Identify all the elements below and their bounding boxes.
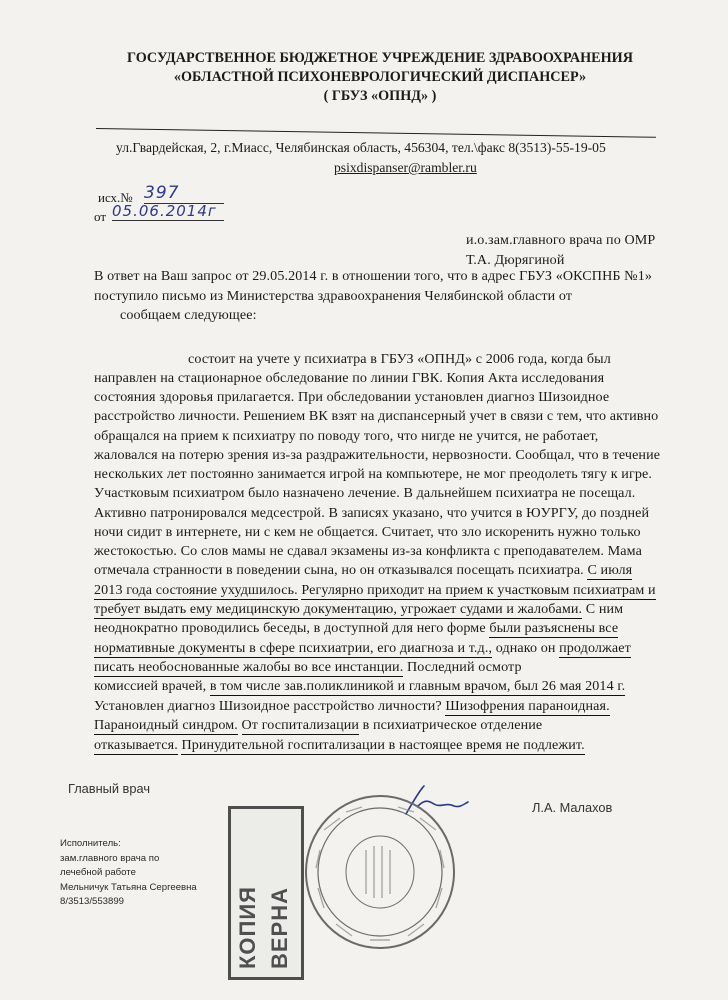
body-line <box>94 582 656 599</box>
underlined-text: продолжает <box>559 640 631 656</box>
header-divider <box>96 128 656 138</box>
intro-line-2: поступило письмо из Министерства здравоохранения Челябинской области от <box>94 288 573 304</box>
body-line: ночи сидит в интернете, ни с кем не общается. Считает, что зло искоренить нужно только <box>94 524 641 540</box>
org-name-line1: ГОСУДАРСТВЕННОЕ БЮДЖЕТНОЕ УЧРЕЖДЕНИЕ ЗДРАВООХРАНЕНИЯ <box>127 50 633 66</box>
underlined-text: отказывается. <box>94 737 178 753</box>
underlined-text: Регулярно приходит на прием к участковым психиатрам и <box>301 582 656 598</box>
stamp-word-1: КОПИЯ <box>235 886 260 969</box>
body-line: Участковым психиатром было назначено лечение. В дальнейшем психиатра не посещал. <box>94 485 636 501</box>
executor-phone: 8/3513/553899 <box>60 896 125 907</box>
body-line: нескольких лет постоянно занимается игрой на компьютере, не мог преодолеть тягу к игре. <box>94 466 652 482</box>
outgoing-date-value: 05.06.2014г <box>112 202 224 221</box>
body-line <box>94 717 542 734</box>
body-text: С ним <box>585 601 624 617</box>
body-line <box>94 737 585 754</box>
signature-position: Главный врач <box>68 781 150 796</box>
body-text: неоднократно проводились беседы, в доступной для него форме <box>94 620 486 636</box>
body-line: направлен на стационарное обследование по линии ГВК. Копия Акта исследования <box>94 370 605 386</box>
underlined-text: нормативные документы в сфере психиатрии, его диагноза и т.д., <box>94 640 493 656</box>
org-name-line3: ( ГБУЗ «ОПНД» ) <box>323 88 437 104</box>
body-line <box>94 640 631 657</box>
addressee-position: и.о.зам.главного врача по ОМР <box>466 232 656 248</box>
org-email: psixdispanser@rambler.ru <box>334 160 477 175</box>
body-line: жаловался на потерю зрения из-за раздражительности, нервозности. Сообщал, что в течение <box>94 447 661 463</box>
underlined-text: От госпитализации <box>241 717 359 733</box>
org-address: ул.Гвардейская, 2, г.Миасс, Челябинская область, 456304, тел.\факс 8(3513)-55-19-05 <box>116 140 606 155</box>
intro-line-1: В ответ на Ваш запрос от 29.05.2014 г. в отношении того, что в адрес ГБУЗ «ОКСПНБ №1» <box>94 268 653 284</box>
underlined-text: 2013 года состояние ухудшилось. <box>94 582 298 598</box>
body-line <box>94 698 610 715</box>
body-line: состояния здоровья прилагается. При обследовании установлен диагноз Шизоидное <box>94 389 610 405</box>
body-line <box>94 659 522 676</box>
underlined-text: Параноидный синдром. <box>94 717 238 733</box>
body-text: в психиатрическое отделение <box>362 717 543 733</box>
body-text: отмечала странности в поведении сына, но он отказывался посещать психиатра. <box>94 562 584 578</box>
underlined-text: Шизофрения параноидная. <box>445 698 610 714</box>
copy-certified-stamp <box>228 806 304 980</box>
body-line: обращался на прием к психиатру по поводу того, что нигде не учится, не работает, <box>94 428 599 444</box>
executor-label: Исполнитель: <box>60 838 121 849</box>
addressee-name: Т.А. Дюрягиной <box>466 252 565 268</box>
body-line: состоит на учете у психиатра в ГБУЗ «ОПНД» с 2006 года, когда был <box>188 351 611 367</box>
body-line <box>94 678 625 695</box>
round-seal-stamp <box>300 790 460 955</box>
intro-line-3: сообщаем следующее: <box>120 307 257 323</box>
body-line: жестокостью. Со слов мамы не сдавал экзамены из-за конфликта с преподавателем. Мама <box>94 543 642 559</box>
outgoing-date-label: от <box>94 209 107 224</box>
outgoing-number-value: 397 <box>144 183 224 204</box>
executor-position: зам.главного врача по <box>60 853 160 864</box>
body-line <box>94 620 618 637</box>
executor-name: Мельничук Татьяна Сергеевна <box>60 882 197 893</box>
stamp-word-2: ВЕРНА <box>267 886 292 969</box>
underlined-text: были разъяснены все <box>489 620 619 636</box>
underlined-text: Принудительной госпитализации в настоящее время не подлежит. <box>181 737 585 753</box>
underlined-text: писать необоснованные жалобы во все инстанции. <box>94 659 404 675</box>
body-line <box>94 562 632 579</box>
body-text: Последний осмотр <box>406 659 522 675</box>
org-name-line2: «ОБЛАСТНОЙ ПСИХОНЕВРОЛОГИЧЕСКИЙ ДИСПАНСЕР» <box>173 69 587 85</box>
body-text: Установлен диагноз Шизоидное расстройство личности? <box>94 698 442 714</box>
outgoing-number-label: исх.№ <box>98 190 133 205</box>
underlined-text: требует выдать ему медицинскую документацию, угрожает судами и жалобами. <box>94 601 583 617</box>
signature-name: Л.А. Малахов <box>532 800 613 815</box>
body-line <box>94 601 623 618</box>
body-line: расстройство личности. Решением ВК взят на диспансерный учет в связи с тем, что активно <box>94 408 659 424</box>
body-text: комиссией врачей, <box>94 678 207 694</box>
body-line: Активно патронировался медсестрой. В записях указано, что учится в ЮУРГУ, до поздней <box>94 505 650 521</box>
body-text: однако он <box>495 640 556 656</box>
executor-department: лечебной работе <box>60 867 136 878</box>
underlined-text: в том числе зав.поликлиникой и главным врачом, был 26 мая 2014 г. <box>209 678 626 694</box>
underlined-text: С июля <box>587 562 633 578</box>
